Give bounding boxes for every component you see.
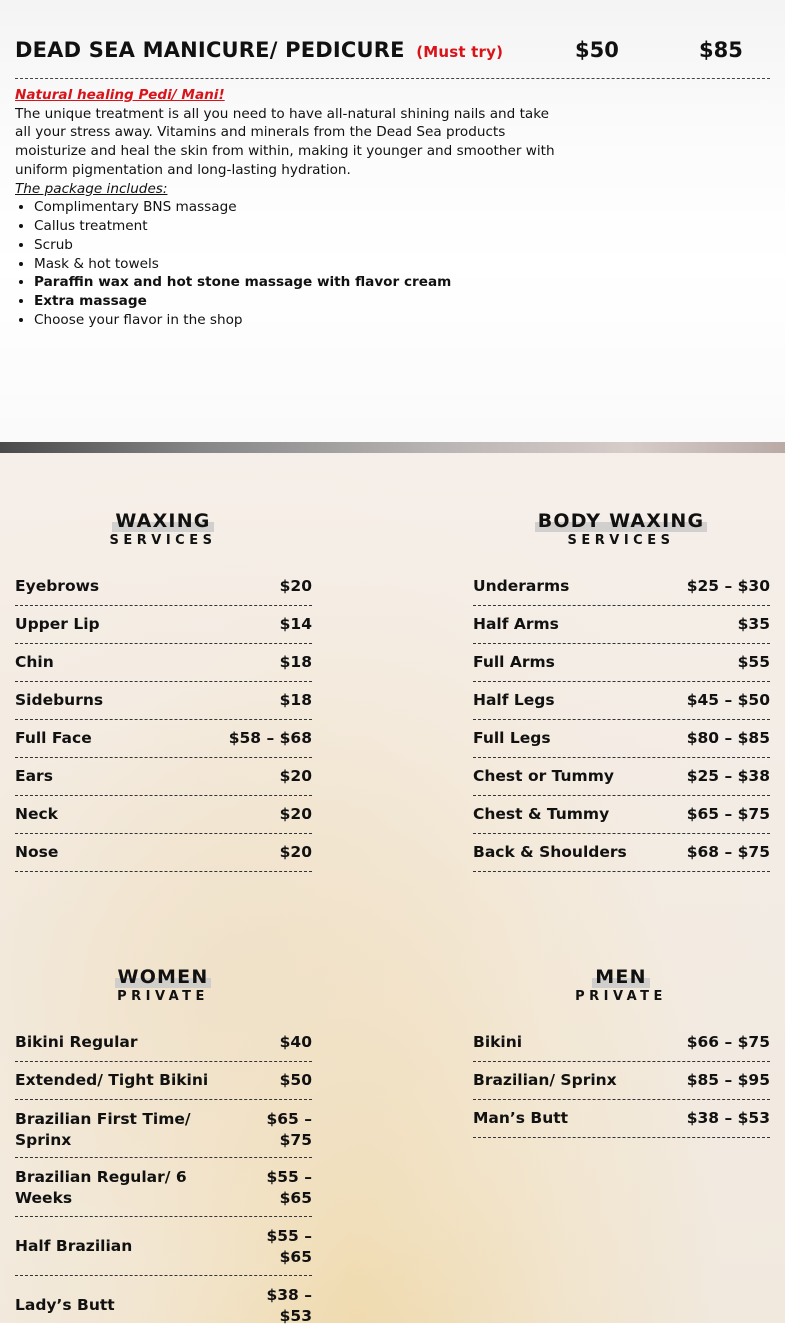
service-price: $65 – $75 bbox=[266, 1110, 312, 1149]
men-title: MEN bbox=[592, 966, 649, 988]
men-subtitle: PRIVATE bbox=[575, 989, 667, 1004]
list-item bbox=[473, 1100, 770, 1138]
service-price: $38 – $53 bbox=[686, 1109, 770, 1127]
service-price: $68 – $75 bbox=[686, 843, 770, 861]
service-name: Full Face bbox=[15, 729, 92, 747]
list-item bbox=[473, 682, 770, 720]
list-item bbox=[15, 1217, 312, 1276]
list-item bbox=[473, 720, 770, 758]
service-price: $80 – $85 bbox=[686, 729, 770, 747]
service-name: Brazilian Regular/ 6 Weeks bbox=[15, 1168, 187, 1207]
package-item: • Callus treatment bbox=[34, 217, 555, 236]
list-item bbox=[473, 834, 770, 872]
women-title: WOMEN bbox=[115, 966, 212, 988]
waxing-price-list bbox=[15, 568, 312, 872]
treatment-title bbox=[15, 38, 503, 62]
women-subtitle: PRIVATE bbox=[117, 989, 209, 1004]
service-price: $25 – $38 bbox=[686, 767, 770, 785]
package-item: • Extra massage bbox=[34, 292, 555, 311]
service-name: Brazilian First Time/ Sprinx bbox=[15, 1110, 191, 1149]
women-price-list bbox=[15, 1024, 312, 1334]
service-price: $18 bbox=[279, 691, 312, 709]
service-price: $85 – $95 bbox=[686, 1071, 770, 1089]
service-price: $65 – $75 bbox=[686, 805, 770, 823]
body-waxing-heading bbox=[471, 510, 771, 548]
list-item bbox=[15, 758, 312, 796]
package-list bbox=[15, 198, 555, 330]
package-item: • Scrub bbox=[34, 236, 555, 255]
service-name: Sideburns bbox=[15, 691, 104, 709]
waxing-subtitle: SERVICES bbox=[109, 533, 217, 548]
men-heading bbox=[471, 966, 771, 1004]
service-price: $35 bbox=[737, 615, 770, 633]
body-waxing-title: BODY WAXING bbox=[535, 510, 708, 532]
women-heading bbox=[13, 966, 313, 1004]
men-price-list bbox=[473, 1024, 770, 1138]
treatment-price-2: $85 bbox=[699, 38, 743, 62]
service-name: Neck bbox=[15, 805, 58, 823]
package-label: The package includes: bbox=[15, 180, 168, 197]
list-item bbox=[473, 758, 770, 796]
must-try-badge: (Must try) bbox=[416, 43, 504, 61]
package-item: • Complimentary BNS massage bbox=[34, 198, 555, 217]
service-price: $20 bbox=[279, 805, 312, 823]
service-price: $20 bbox=[279, 577, 312, 595]
list-item bbox=[473, 1062, 770, 1100]
list-item bbox=[15, 1024, 312, 1062]
body-waxing-subtitle: SERVICES bbox=[567, 533, 675, 548]
service-name: Half Legs bbox=[473, 691, 555, 709]
service-price: $66 – $75 bbox=[686, 1033, 770, 1051]
service-name: Ears bbox=[15, 767, 53, 785]
treatment-description: The unique treatment is all you need to have all-natural shining nails and take all your stress away. Vitamins and minerals from the Dead Sea products moisturize and heal the skin from within, making it younger and smoother with uniform pigmentation and long-lasting hydration. bbox=[15, 105, 555, 178]
list-item bbox=[473, 1024, 770, 1062]
service-name: Back & Shoulders bbox=[473, 843, 627, 861]
treatment-header bbox=[15, 38, 770, 79]
service-name: Half Arms bbox=[473, 615, 559, 633]
service-price: $38 – $53 bbox=[266, 1286, 312, 1325]
service-price: $55 – $65 bbox=[266, 1227, 312, 1266]
service-name: Man’s Butt bbox=[473, 1109, 569, 1127]
list-item bbox=[473, 606, 770, 644]
service-name: Bikini bbox=[473, 1033, 523, 1051]
section-divider bbox=[0, 442, 785, 453]
service-name: Chest or Tummy bbox=[473, 767, 614, 785]
service-name: Brazilian/ Sprinx bbox=[473, 1071, 617, 1089]
list-item bbox=[473, 644, 770, 682]
list-item bbox=[473, 568, 770, 606]
package-item: • Choose your flavor in the shop bbox=[34, 311, 555, 330]
service-price: $20 bbox=[279, 767, 312, 785]
list-item bbox=[15, 796, 312, 834]
treatment-price-1: $50 bbox=[575, 38, 619, 62]
service-name: Eyebrows bbox=[15, 577, 100, 595]
service-name: Nose bbox=[15, 843, 59, 861]
list-item bbox=[15, 1062, 312, 1100]
service-price: $18 bbox=[279, 653, 312, 671]
service-name: Full Arms bbox=[473, 653, 555, 671]
service-price: $20 bbox=[279, 843, 312, 861]
list-item bbox=[473, 796, 770, 834]
list-item bbox=[15, 834, 312, 872]
treatment-name: DEAD SEA MANICURE/ PEDICURE bbox=[15, 38, 405, 62]
list-item bbox=[15, 1276, 312, 1334]
waxing-section bbox=[0, 453, 785, 1323]
treatment-description-block bbox=[15, 86, 555, 330]
service-name: Chin bbox=[15, 653, 54, 671]
service-name: Full Legs bbox=[473, 729, 551, 747]
service-name: Extended/ Tight Bikini bbox=[15, 1071, 209, 1089]
service-name: Lady’s Butt bbox=[15, 1296, 115, 1314]
service-name: Chest & Tummy bbox=[473, 805, 610, 823]
list-item bbox=[15, 720, 312, 758]
list-item bbox=[15, 606, 312, 644]
service-price: $25 – $30 bbox=[686, 577, 770, 595]
body-waxing-price-list bbox=[473, 568, 770, 872]
service-price: $14 bbox=[279, 615, 312, 633]
service-name: Upper Lip bbox=[15, 615, 100, 633]
list-item bbox=[15, 644, 312, 682]
package-item: • Paraffin wax and hot stone massage with flavor cream bbox=[34, 273, 555, 292]
service-price: $55 – $65 bbox=[266, 1168, 312, 1207]
service-price: $40 bbox=[279, 1033, 312, 1051]
service-price: $45 – $50 bbox=[686, 691, 770, 709]
service-price: $55 bbox=[737, 653, 770, 671]
list-item bbox=[15, 1158, 312, 1217]
list-item bbox=[15, 1100, 312, 1158]
service-price: $58 – $68 bbox=[228, 729, 312, 747]
service-name: Underarms bbox=[473, 577, 570, 595]
treatment-tagline: Natural healing Pedi/ Mani! bbox=[15, 87, 225, 103]
list-item bbox=[15, 568, 312, 606]
waxing-title: WAXING bbox=[112, 510, 213, 532]
list-item bbox=[15, 682, 312, 720]
waxing-heading bbox=[13, 510, 313, 548]
package-item: • Mask & hot towels bbox=[34, 255, 555, 274]
service-name: Half Brazilian bbox=[15, 1237, 133, 1255]
treatment-section bbox=[0, 0, 785, 442]
service-price: $50 bbox=[279, 1071, 312, 1089]
service-name: Bikini Regular bbox=[15, 1033, 138, 1051]
